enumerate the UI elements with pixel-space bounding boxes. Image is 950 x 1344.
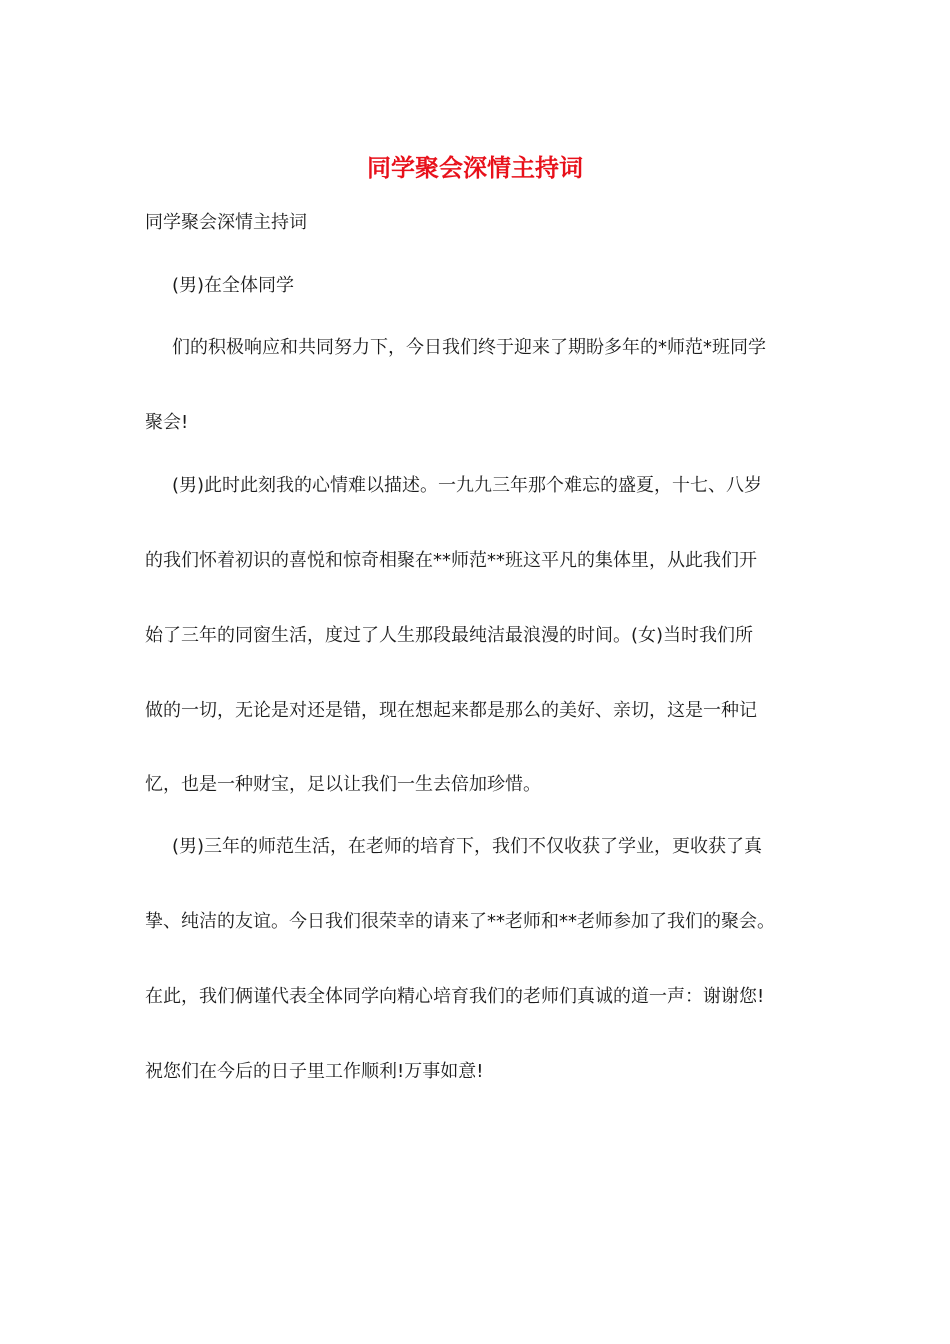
document-title: 同学聚会深情主持词	[367, 153, 583, 182]
paragraph-line: 在此，我们俩谨代表全体同学向精心培育我们的老师们真诚的道一声：谢谢您!	[145, 986, 765, 1007]
document-subtitle: 同学聚会深情主持词	[145, 212, 307, 233]
paragraph-line: (男)此时此刻我的心情难以描述。一九九三年那个难忘的盛夏，十七、八岁	[172, 475, 763, 496]
paragraph-line: 的我们怀着初识的喜悦和惊奇相聚在**师范**班这平凡的集体里，从此我们开	[145, 550, 757, 571]
paragraph-line: 忆，也是一种财宝，足以让我们一生去倍加珍惜。	[145, 774, 541, 795]
paragraph-line: (男)三年的师范生活，在老师的培育下，我们不仅收获了学业，更收获了真	[172, 836, 763, 857]
paragraph-line: 做的一切，无论是对还是错，现在想起来都是那么的美好、亲切，这是一种记	[145, 700, 757, 721]
paragraph-line: (男)在全体同学	[172, 275, 295, 296]
paragraph-line: 始了三年的同窗生活，度过了人生那段最纯洁最浪漫的时间。(女)当时我们所	[145, 625, 754, 646]
paragraph-line: 们的积极响应和共同努力下，今日我们终于迎来了期盼多年的*师范*班同学	[172, 337, 766, 358]
paragraph-line: 聚会!	[145, 412, 189, 433]
paragraph-line: 挚、纯洁的友谊。今日我们很荣幸的请来了**老师和**老师参加了我们的聚会。	[145, 911, 775, 932]
paragraph-line: 祝您们在今后的日子里工作顺利!万事如意!	[145, 1061, 484, 1082]
